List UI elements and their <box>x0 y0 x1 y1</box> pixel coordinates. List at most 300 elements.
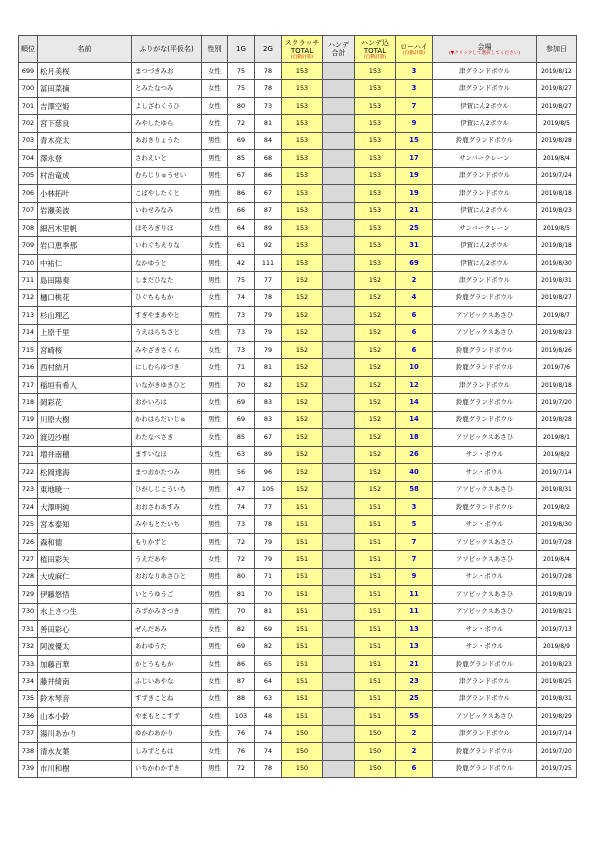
scratch-total: 152 <box>282 324 323 341</box>
venue-select[interactable]: サン・ボウル <box>433 464 537 481</box>
handicap-cell[interactable] <box>323 289 355 306</box>
venue-select[interactable]: サン・ボウル <box>433 446 537 463</box>
venue-select[interactable]: サン・ボウル <box>433 568 537 585</box>
game2-score: 81 <box>255 115 282 132</box>
date-cell: 2019/8/23 <box>537 324 577 341</box>
venue-select[interactable]: 伊賀にん2ボウル <box>433 97 537 114</box>
kana-cell: みやしたゆら <box>132 115 202 132</box>
venue-select[interactable]: 鈴鹿グランドボウル <box>433 411 537 428</box>
venue-select[interactable]: 鈴鹿グランドボウル <box>433 394 537 411</box>
handicap-total: 152 <box>355 446 396 463</box>
date-cell: 2019/8/2 <box>537 498 577 515</box>
venue-select[interactable]: 津グランドボウル <box>433 272 537 289</box>
table-row <box>19 80 577 97</box>
name-cell: 伊藤悠悟 <box>38 586 132 603</box>
gender-cell: 男性 <box>202 568 228 585</box>
date-cell: 2019/8/27 <box>537 97 577 114</box>
kana-cell: みやざきさくら <box>132 342 202 359</box>
scratch-total: 151 <box>282 638 323 655</box>
venue-select[interactable]: 伊賀にん2ボウル <box>433 237 537 254</box>
scratch-total: 153 <box>282 237 323 254</box>
game1-score: 82 <box>228 621 255 638</box>
rank-cell: 735 <box>19 690 38 707</box>
venue-select[interactable]: 伊賀にん2ボウル <box>433 254 537 271</box>
gender-cell: 女性 <box>202 202 228 219</box>
date-cell: 2019/7/14 <box>537 464 577 481</box>
kana-cell: さわえいと <box>132 150 202 167</box>
handicap-cell[interactable] <box>323 551 355 568</box>
scratch-total: 151 <box>282 708 323 725</box>
handicap-total: 151 <box>355 690 396 707</box>
game1-score: 75 <box>228 272 255 289</box>
handicap-total: 152 <box>355 307 396 324</box>
handicap-cell[interactable] <box>323 394 355 411</box>
scratch-total: 151 <box>282 551 323 568</box>
date-cell: 2019/8/30 <box>537 516 577 533</box>
venue-select[interactable]: 津グランドボウル <box>433 725 537 742</box>
kana-cell: おかいろは <box>132 394 202 411</box>
low-high-value: 2 <box>396 725 433 742</box>
scratch-total: 152 <box>282 464 323 481</box>
low-high-value: 11 <box>396 586 433 603</box>
gender-cell: 男性 <box>202 132 228 149</box>
table-row <box>19 307 577 324</box>
date-cell: 2019/8/18 <box>537 237 577 254</box>
gender-cell: 女性 <box>202 80 228 97</box>
date-cell: 2019/8/30 <box>537 254 577 271</box>
handicap-cell[interactable] <box>323 655 355 672</box>
kana-cell: いわぐちえりな <box>132 237 202 254</box>
venue-select[interactable]: アソビックスあさひ <box>433 551 537 568</box>
low-high-value: 14 <box>396 411 433 428</box>
name-cell: 植田彩矢 <box>38 551 132 568</box>
low-high-value: 5 <box>396 516 433 533</box>
table-row <box>19 97 577 114</box>
venue-select[interactable]: 鈴鹿グランドボウル <box>433 132 537 149</box>
scratch-total: 153 <box>282 63 323 80</box>
venue-select[interactable]: サン・ボウル <box>433 638 537 655</box>
table-row <box>19 690 577 707</box>
date-cell: 2019/8/31 <box>537 272 577 289</box>
name-cell: 岩瀬美波 <box>38 202 132 219</box>
name-cell: 清水友葉 <box>38 743 132 760</box>
game1-score: 69 <box>228 411 255 428</box>
handicap-total: 151 <box>355 655 396 672</box>
table-row <box>19 743 577 760</box>
handicap-cell[interactable] <box>323 568 355 585</box>
handicap-total: 151 <box>355 533 396 550</box>
name-cell: 島田陽奏 <box>38 272 132 289</box>
gender-cell: 女性 <box>202 708 228 725</box>
venue-select[interactable]: 鈴鹿グランドボウル <box>433 342 537 359</box>
game2-score: 96 <box>255 464 282 481</box>
gender-cell: 女性 <box>202 690 228 707</box>
handicap-cell[interactable] <box>323 97 355 114</box>
handicap-cell[interactable] <box>323 132 355 149</box>
scratch-total: 151 <box>282 603 323 620</box>
low-high-value: 9 <box>396 115 433 132</box>
col-venue-note: (▼クリックして選択してください) <box>448 50 521 56</box>
table-row <box>19 516 577 533</box>
handicap-cell[interactable] <box>323 743 355 760</box>
handicap-total: 150 <box>355 743 396 760</box>
low-high-value: 6 <box>396 342 433 359</box>
date-cell: 2019/8/25 <box>537 673 577 690</box>
scratch-total: 153 <box>282 97 323 114</box>
venue-select[interactable]: 津グランドボウル <box>433 167 537 184</box>
handicap-cell[interactable] <box>323 446 355 463</box>
rank-cell: 705 <box>19 167 38 184</box>
col-hd-line1: ハンデ込 <box>361 38 389 47</box>
name-cell: 水上さつ生 <box>38 603 132 620</box>
venue-select[interactable]: 津グランドボウル <box>433 63 537 80</box>
game2-score: 82 <box>255 638 282 655</box>
rank-cell: 715 <box>19 342 38 359</box>
kana-cell: ほそろぎりほ <box>132 219 202 236</box>
handicap-cell[interactable] <box>323 708 355 725</box>
gender-cell: 女性 <box>202 743 228 760</box>
handicap-cell[interactable] <box>323 429 355 446</box>
low-high-value: 23 <box>396 673 433 690</box>
venue-select[interactable]: サンバークレーン <box>433 150 537 167</box>
col-hd-line2: TOTAL <box>363 46 387 55</box>
low-high-value: 58 <box>396 481 433 498</box>
handicap-cell[interactable] <box>323 219 355 236</box>
name-cell: 山本小鈴 <box>38 708 132 725</box>
rank-cell: 703 <box>19 132 38 149</box>
col-date: 参加日 <box>537 36 577 63</box>
kana-cell: こばやしたくと <box>132 185 202 202</box>
game1-score: 61 <box>228 237 255 254</box>
gender-cell: 女性 <box>202 115 228 132</box>
game1-score: 76 <box>228 743 255 760</box>
handicap-cell[interactable] <box>323 533 355 550</box>
game2-score: 78 <box>255 80 282 97</box>
venue-select[interactable]: 伊賀にん2ボウル <box>433 115 537 132</box>
handicap-cell[interactable] <box>323 690 355 707</box>
venue-select[interactable]: 津グランドボウル <box>433 673 537 690</box>
date-cell: 2019/7/25 <box>537 760 577 777</box>
gender-cell: 男性 <box>202 464 228 481</box>
table-row <box>19 568 577 585</box>
col-hd-note: (自動計算) <box>364 54 386 60</box>
col-low-high <box>396 36 433 63</box>
name-cell: 澤永登 <box>38 150 132 167</box>
col-handi-line1: ハンデ <box>328 41 349 49</box>
rank-cell: 723 <box>19 481 38 498</box>
date-cell: 2019/7/20 <box>537 394 577 411</box>
venue-select[interactable]: アソビックスあさひ <box>433 324 537 341</box>
handicap-total: 152 <box>355 411 396 428</box>
rank-cell: 706 <box>19 185 38 202</box>
low-high-value: 15 <box>396 132 433 149</box>
game1-score: 72 <box>228 551 255 568</box>
handicap-cell[interactable] <box>323 185 355 202</box>
rank-cell: 727 <box>19 551 38 568</box>
game2-score: 78 <box>255 516 282 533</box>
game2-score: 81 <box>255 359 282 376</box>
handicap-total: 152 <box>355 342 396 359</box>
venue-select[interactable]: サン・ボウル <box>433 621 537 638</box>
table-row <box>19 342 577 359</box>
venue-select[interactable]: 津グランドボウル <box>433 80 537 97</box>
name-cell: 宮崎桜 <box>38 342 132 359</box>
game1-score: 69 <box>228 638 255 655</box>
date-cell: 2019/8/1 <box>537 429 577 446</box>
low-high-value: 7 <box>396 97 433 114</box>
kana-cell: かとうももか <box>132 655 202 672</box>
handicap-total: 152 <box>355 464 396 481</box>
low-high-value: 2 <box>396 743 433 760</box>
handicap-total: 151 <box>355 603 396 620</box>
low-high-value: 6 <box>396 324 433 341</box>
date-cell: 2019/8/4 <box>537 551 577 568</box>
low-high-value: 11 <box>396 603 433 620</box>
gender-cell: 男性 <box>202 254 228 271</box>
handicap-cell[interactable] <box>323 760 355 777</box>
game2-score: 74 <box>255 743 282 760</box>
venue-select[interactable]: アソビックスあさひ <box>433 429 537 446</box>
handicap-cell[interactable] <box>323 673 355 690</box>
handicap-cell[interactable] <box>323 202 355 219</box>
game1-score: 74 <box>228 289 255 306</box>
rank-cell: 724 <box>19 498 38 515</box>
gender-cell: 女性 <box>202 97 228 114</box>
table-row <box>19 603 577 620</box>
kana-cell: やまもとこすず <box>132 708 202 725</box>
handicap-total: 153 <box>355 80 396 97</box>
game2-score: 71 <box>255 568 282 585</box>
handicap-cell[interactable] <box>323 115 355 132</box>
venue-select[interactable]: 鈴鹿グランドボウル <box>433 498 537 515</box>
kana-cell: うえだあや <box>132 551 202 568</box>
handicap-cell[interactable] <box>323 254 355 271</box>
low-high-value: 6 <box>396 760 433 777</box>
handicap-cell[interactable] <box>323 516 355 533</box>
game2-score: 111 <box>255 254 282 271</box>
col-game2: 2G <box>255 36 282 63</box>
handicap-cell[interactable] <box>323 324 355 341</box>
game1-score: 81 <box>228 586 255 603</box>
table-row <box>19 533 577 550</box>
scratch-total: 150 <box>282 725 323 742</box>
gender-cell: 女性 <box>202 63 228 80</box>
venue-select[interactable]: 鈴鹿グランドボウル <box>433 760 537 777</box>
name-cell: 森和德 <box>38 533 132 550</box>
game1-score: 85 <box>228 150 255 167</box>
gender-cell: 女性 <box>202 237 228 254</box>
venue-select[interactable]: 鈴鹿グランドボウル <box>433 743 537 760</box>
name-cell: 松月美桜 <box>38 63 132 80</box>
gender-cell: 女性 <box>202 673 228 690</box>
gender-cell: 男性 <box>202 638 228 655</box>
game1-score: 103 <box>228 708 255 725</box>
table-row <box>19 498 577 515</box>
rank-cell: 701 <box>19 97 38 114</box>
handicap-cell[interactable] <box>323 411 355 428</box>
col-game1: 1G <box>228 36 255 63</box>
scratch-total: 151 <box>282 533 323 550</box>
handicap-cell[interactable] <box>323 603 355 620</box>
col-handicap-total <box>355 36 396 63</box>
handicap-cell[interactable] <box>323 498 355 515</box>
kana-cell: いわせみなみ <box>132 202 202 219</box>
venue-select[interactable]: サン・ボウル <box>433 516 537 533</box>
scratch-total: 150 <box>282 760 323 777</box>
name-cell: 吉澤空姫 <box>38 97 132 114</box>
handicap-cell[interactable] <box>323 376 355 393</box>
venue-select[interactable]: アソビックスあさひ <box>433 481 537 498</box>
low-high-value: 6 <box>396 307 433 324</box>
handicap-cell[interactable] <box>323 359 355 376</box>
game1-score: 76 <box>228 725 255 742</box>
game1-score: 47 <box>228 481 255 498</box>
handicap-total: 153 <box>355 202 396 219</box>
gender-cell: 女性 <box>202 446 228 463</box>
rank-cell: 729 <box>19 586 38 603</box>
kana-cell: あおきりょうた <box>132 132 202 149</box>
name-cell: 川原大樹 <box>38 411 132 428</box>
venue-select[interactable]: アソビックスあさひ <box>433 603 537 620</box>
game1-score: 69 <box>228 394 255 411</box>
handicap-total: 152 <box>355 324 396 341</box>
name-cell: 上原千里 <box>38 324 132 341</box>
rank-cell: 731 <box>19 621 38 638</box>
venue-select[interactable]: アソビックスあさひ <box>433 533 537 550</box>
venue-select[interactable]: 鈴鹿グランドボウル <box>433 359 537 376</box>
handicap-cell[interactable] <box>323 638 355 655</box>
game2-score: 78 <box>255 63 282 80</box>
venue-select[interactable]: 鈴鹿グランドボウル <box>433 289 537 306</box>
gender-cell: 女性 <box>202 551 228 568</box>
date-cell: 2019/8/29 <box>537 708 577 725</box>
handicap-total: 153 <box>355 150 396 167</box>
handicap-cell[interactable] <box>323 307 355 324</box>
table-row <box>19 185 577 202</box>
game1-score: 88 <box>228 690 255 707</box>
kana-cell: みずかみさつき <box>132 603 202 620</box>
venue-select[interactable]: 伊賀にん2ボウル <box>433 202 537 219</box>
name-cell: 青木亮太 <box>38 132 132 149</box>
handicap-cell[interactable] <box>323 621 355 638</box>
game2-score: 84 <box>255 132 282 149</box>
handicap-cell[interactable] <box>323 725 355 742</box>
low-high-value: 13 <box>396 638 433 655</box>
low-high-value: 19 <box>396 167 433 184</box>
name-cell: 杉山理乙 <box>38 307 132 324</box>
handicap-total: 152 <box>355 481 396 498</box>
handicap-cell[interactable] <box>323 272 355 289</box>
game2-score: 83 <box>255 411 282 428</box>
handicap-cell[interactable] <box>323 167 355 184</box>
scratch-total: 152 <box>282 481 323 498</box>
gender-cell: 女性 <box>202 655 228 672</box>
low-high-value: 14 <box>396 394 433 411</box>
kana-cell: ふじいあやな <box>132 673 202 690</box>
venue-select[interactable]: 津グランドボウル <box>433 185 537 202</box>
venue-select[interactable]: アソビックスあさひ <box>433 586 537 603</box>
low-high-value: 69 <box>396 254 433 271</box>
handicap-cell[interactable] <box>323 63 355 80</box>
game2-score: 79 <box>255 324 282 341</box>
col-scratch-note: (自動計算) <box>291 54 313 60</box>
game2-score: 79 <box>255 533 282 550</box>
low-high-value: 3 <box>396 498 433 515</box>
scratch-total: 153 <box>282 80 323 97</box>
game1-score: 74 <box>228 498 255 515</box>
handicap-total: 150 <box>355 760 396 777</box>
name-cell: 大澤明純 <box>38 498 132 515</box>
name-cell: 中祐仁 <box>38 254 132 271</box>
rank-cell: 720 <box>19 429 38 446</box>
name-cell: 東地暁一 <box>38 481 132 498</box>
handicap-total: 151 <box>355 516 396 533</box>
scratch-total: 152 <box>282 307 323 324</box>
date-cell: 2019/8/5 <box>537 219 577 236</box>
handicap-total: 152 <box>355 394 396 411</box>
venue-select[interactable]: アソビックスあさひ <box>433 307 537 324</box>
venue-select[interactable]: 津グランドボウル <box>433 376 537 393</box>
venue-select[interactable]: 鈴鹿グランドボウル <box>433 655 537 672</box>
table-row <box>19 446 577 463</box>
date-cell: 2019/8/31 <box>537 690 577 707</box>
handicap-total: 152 <box>355 429 396 446</box>
handicap-cell[interactable] <box>323 237 355 254</box>
game1-score: 75 <box>228 63 255 80</box>
table-row <box>19 150 577 167</box>
name-cell: 小林拓叶 <box>38 185 132 202</box>
handicap-cell[interactable] <box>323 150 355 167</box>
table-row <box>19 376 577 393</box>
handicap-total: 151 <box>355 673 396 690</box>
name-cell: 冨田菜摘 <box>38 80 132 97</box>
game2-score: 79 <box>255 307 282 324</box>
scratch-total: 153 <box>282 202 323 219</box>
venue-select[interactable]: 津グランドボウル <box>433 690 537 707</box>
scratch-total: 151 <box>282 621 323 638</box>
handicap-cell[interactable] <box>323 342 355 359</box>
kana-cell: いちかわかずき <box>132 760 202 777</box>
col-venue-line1: 会場 <box>477 42 492 51</box>
venue-select[interactable]: アソビックスあさひ <box>433 708 537 725</box>
date-cell: 2019/8/19 <box>537 586 577 603</box>
handicap-cell[interactable] <box>323 586 355 603</box>
game2-score: 87 <box>255 202 282 219</box>
handicap-cell[interactable] <box>323 80 355 97</box>
game1-score: 64 <box>228 219 255 236</box>
scratch-total: 150 <box>282 743 323 760</box>
name-cell: 鈴木琴音 <box>38 690 132 707</box>
col-handi-line2: 合計 <box>331 49 346 57</box>
gender-cell: 男性 <box>202 185 228 202</box>
game2-score: 74 <box>255 725 282 742</box>
name-cell: 岩口恵季那 <box>38 237 132 254</box>
date-cell: 2019/8/4 <box>537 150 577 167</box>
handicap-cell[interactable] <box>323 464 355 481</box>
kana-cell: あわゆうた <box>132 638 202 655</box>
kana-cell: まつおかたつみ <box>132 464 202 481</box>
rank-cell: 738 <box>19 743 38 760</box>
game2-score: 89 <box>255 446 282 463</box>
handicap-total: 151 <box>355 621 396 638</box>
low-high-value: 55 <box>396 708 433 725</box>
handicap-cell[interactable] <box>323 481 355 498</box>
date-cell: 2019/8/28 <box>537 132 577 149</box>
scratch-total: 151 <box>282 568 323 585</box>
gender-cell: 女性 <box>202 621 228 638</box>
date-cell: 2019/8/23 <box>537 202 577 219</box>
venue-select[interactable]: サンバークレーン <box>433 219 537 236</box>
